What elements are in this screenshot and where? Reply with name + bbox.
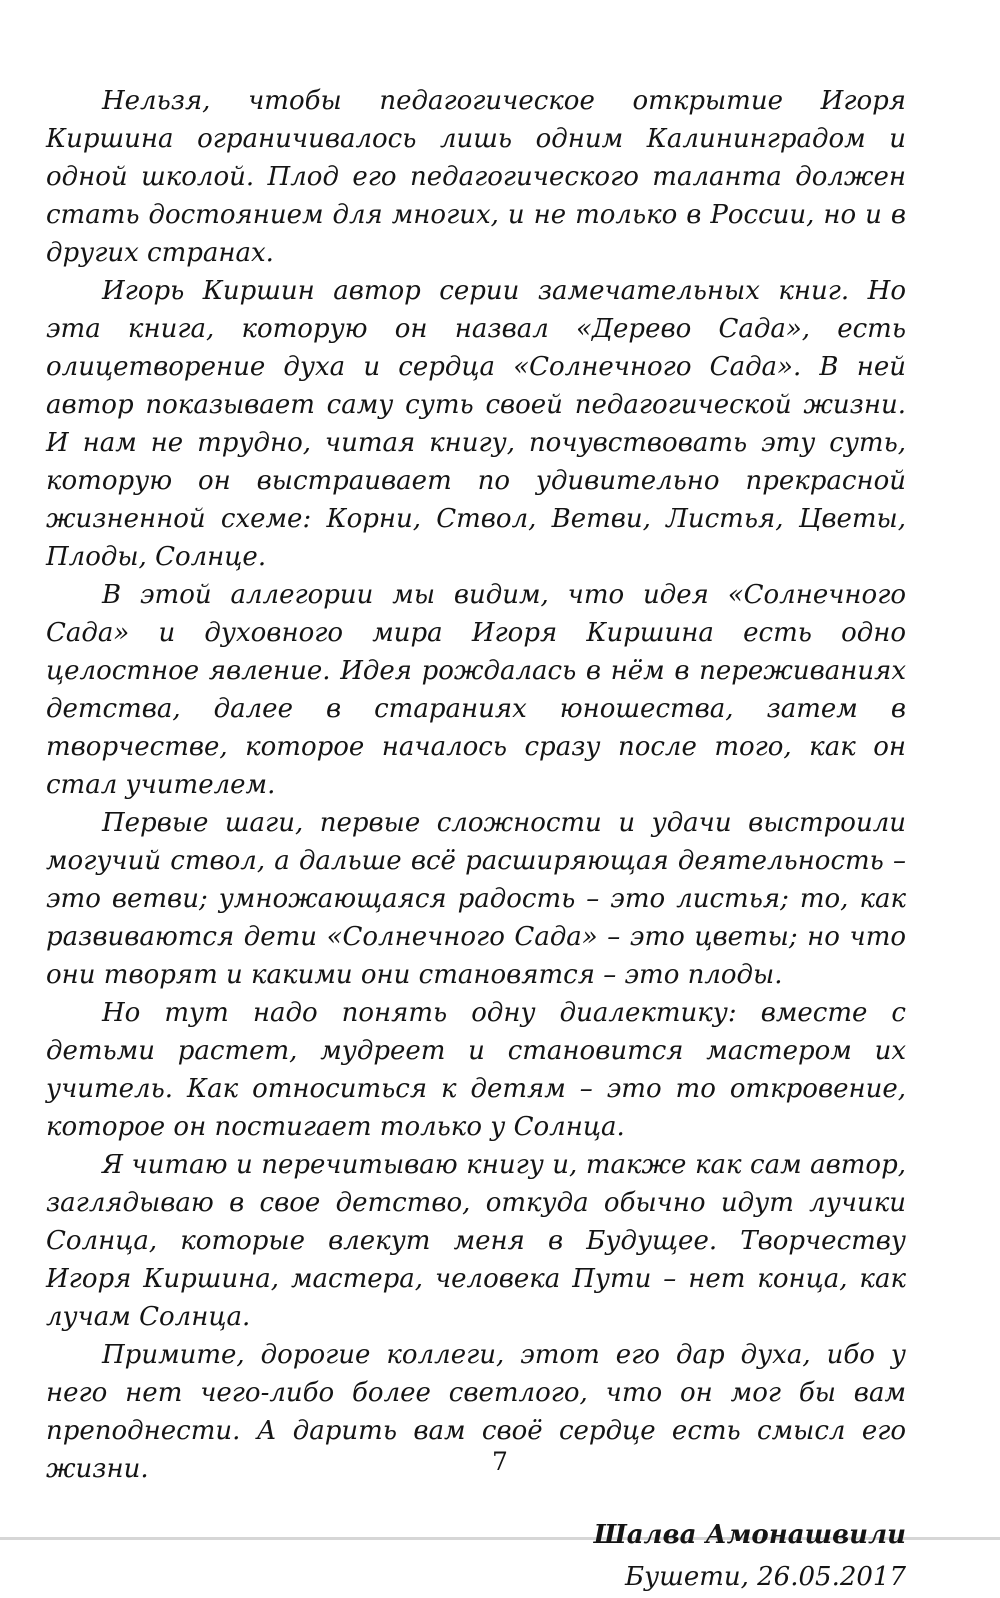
paragraph: В этой аллегории мы видим, что идея «Солнечного Сада» и духовного мира Игоря Киршина есть одно целостное явление. Идея рождалась в нём в переживаниях детства, далее в стараниях юношества, затем в творчестве, которое началось сразу после того, как он стал учителем. (46, 580, 906, 800)
paragraph: Первые шаги, первые сложности и удачи выстроили могучий ствол, а дальше всё расширяющая деятельность – это ветви; умножающаяся радость – это листья; то, как развиваются дети «Солнечного Сада» – это цветы; но что они творят и какими они становятся – это плоды. (46, 808, 906, 990)
paragraph: Я читаю и перечитываю книгу и, также как сам автор, заглядываю в свое детство, откуда обычно идут лучики Солнца, которые влекут меня в Будущее. Творчеству Игоря Киршина, мастера, человека Пути – нет конца, как лучам Солнца. (46, 1150, 906, 1332)
paragraph: Примите, дорогие коллеги, этот его дар духа, ибо у него нет чего-либо более светлого, что он мог бы вам преподнести. А дарить вам своё сердце есть смысл его жизни. (46, 1340, 906, 1484)
signature-block (46, 1514, 906, 1598)
signature-date: Бушети, 26.05.2017 (625, 1562, 906, 1592)
signature-name: Шалва Амонашвили (593, 1520, 906, 1550)
paragraph: Игорь Киршин автор серии замечательных книг. Но эта книга, которую он назвал «Дерево Сада», есть олицетворение духа и сердца «Солнечного Сада». В ней автор показывает саму суть своей педагогической жизни. И нам не трудно, читая книгу, почувствовать эту суть, которую он выстраивает по удивительно прекрасной жизненной схеме: Корни, Ствол, Ветви, Листья, Цветы, Плоды, Солнце. (46, 276, 906, 572)
paragraph: Но тут надо понять одну диалектику: вместе с детьми растет, мудреет и становится мастером их учитель. Как относиться к детям – это то откровение, которое он постигает только у Солнца. (46, 998, 906, 1142)
paragraph: Нельзя, чтобы педагогическое открытие Игоря Киршина ограничивалось лишь одним Калининградом и одной школой. Плод его педагогического таланта должен стать достоянием для многих, и не только в России, но и в других странах. (46, 86, 906, 268)
page-number: 7 (492, 1447, 508, 1476)
